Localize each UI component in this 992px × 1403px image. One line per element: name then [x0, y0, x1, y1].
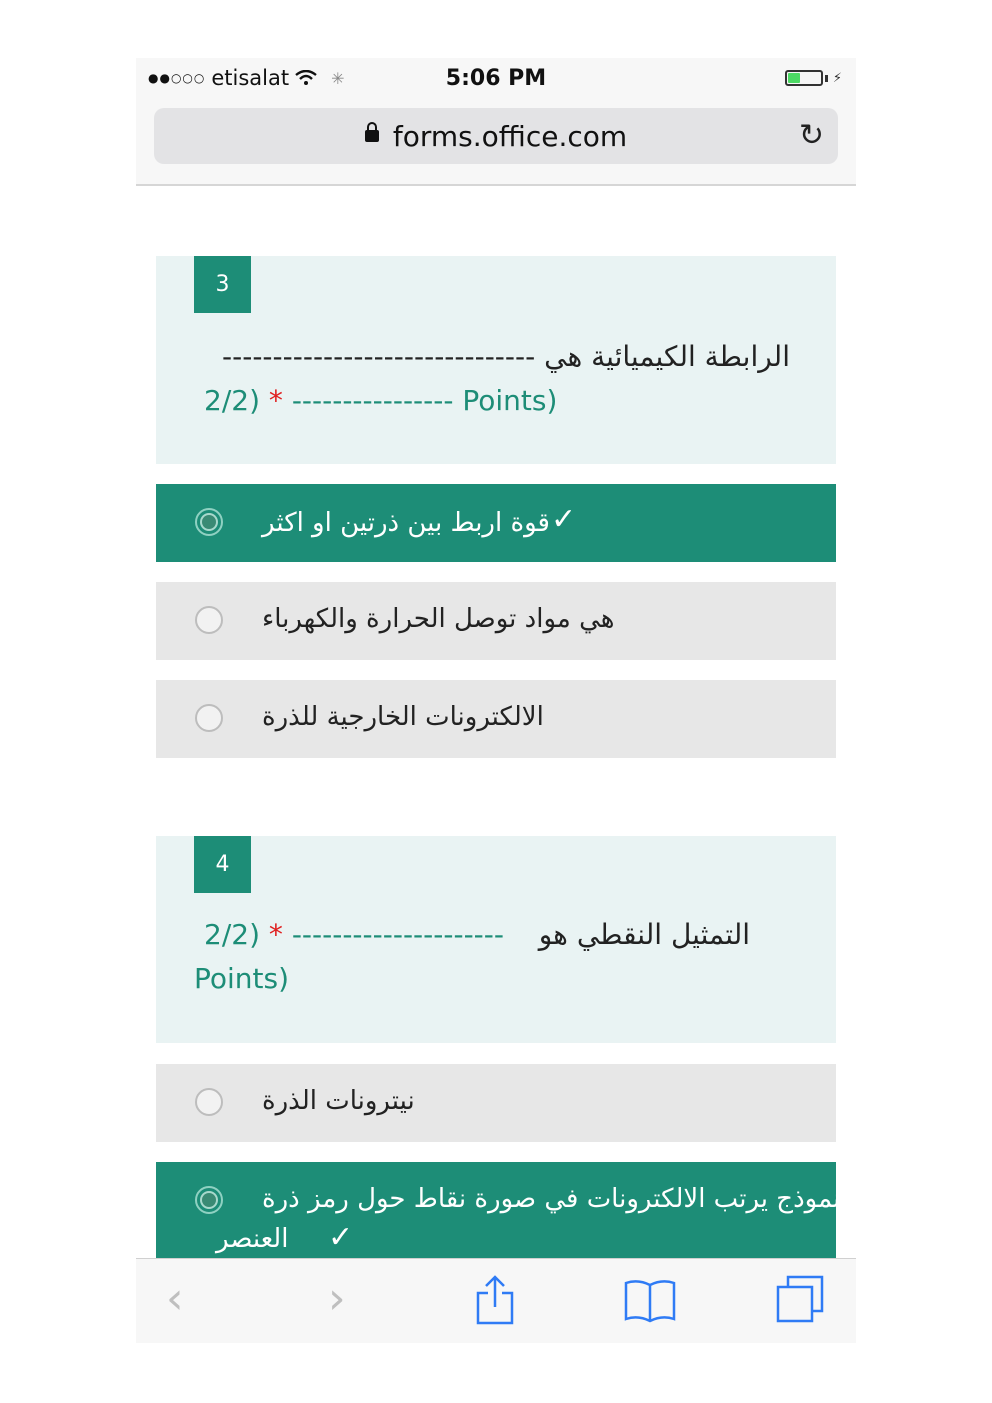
tabs-icon[interactable] — [774, 1275, 826, 1325]
address-bar-area — [136, 104, 856, 186]
option-label: هي مواد توصل الحرارة والكهرباء — [262, 604, 615, 634]
answer-option[interactable] — [156, 484, 836, 562]
address-bar[interactable] — [154, 108, 838, 164]
points-suffix: ---------------- Points) — [291, 384, 558, 417]
option-label-line2: العنصر — [216, 1224, 289, 1254]
points-prefix: 2/2) — [204, 384, 260, 417]
browser-toolbar — [136, 1258, 856, 1343]
option-label: نيترونات الذرة — [262, 1086, 415, 1116]
share-icon[interactable] — [474, 1275, 516, 1325]
question-text: التمثيل النقطي هو — [538, 918, 750, 951]
question-points — [204, 918, 504, 951]
radio-button[interactable] — [195, 606, 223, 634]
answer-option[interactable] — [156, 1064, 836, 1142]
points-prefix: 2/2) — [204, 918, 260, 951]
activity-spinner-icon: ✳ — [331, 68, 345, 88]
points-suffix: --------------------- — [291, 918, 504, 951]
url-display — [154, 120, 838, 153]
question-number: 3 — [194, 256, 251, 313]
answer-option[interactable] — [156, 1162, 841, 1262]
option-label: قوة اربط بين ذرتين او اكثر — [262, 508, 550, 538]
carrier-name: etisalat — [211, 66, 290, 90]
back-icon[interactable]: ‹ — [166, 1273, 184, 1324]
required-mark: * — [268, 384, 283, 417]
charging-icon: ⚡ — [832, 70, 842, 86]
radio-button[interactable] — [195, 704, 223, 732]
question-points — [204, 384, 557, 417]
question-text: الرابطة الكيميائية هي ------------------------------- — [222, 340, 790, 373]
question-card-4 — [156, 836, 836, 1043]
lock-icon — [365, 130, 379, 142]
bookmarks-icon[interactable] — [624, 1277, 676, 1323]
forward-icon[interactable]: › — [328, 1273, 346, 1324]
radio-button[interactable] — [195, 1088, 223, 1116]
required-mark: * — [268, 918, 283, 951]
question-card-3 — [156, 256, 836, 464]
answer-option[interactable] — [156, 680, 836, 758]
url-text: forms.office.com — [392, 120, 628, 153]
status-bar — [136, 58, 856, 104]
question-number: 4 — [194, 836, 251, 893]
battery-icon — [785, 70, 842, 86]
radio-button[interactable] — [195, 1186, 223, 1214]
reload-icon[interactable]: ↻ — [798, 118, 824, 153]
phone-screen — [136, 58, 856, 1343]
checkmark-icon: ✓ — [551, 502, 577, 537]
answer-option[interactable] — [156, 582, 836, 660]
option-label: نموذج يرتب الالكترونات في صورة نقاط حول رمز ذرة — [262, 1184, 841, 1214]
option-label: الالكترونات الخارجية للذرة — [262, 702, 544, 732]
radio-button[interactable] — [195, 508, 223, 536]
signal-icon: ●●○○○ — [148, 71, 206, 85]
status-time: 5:06 PM — [445, 66, 547, 91]
checkmark-icon: ✓ — [328, 1220, 354, 1255]
points-label: Points) — [194, 962, 290, 995]
